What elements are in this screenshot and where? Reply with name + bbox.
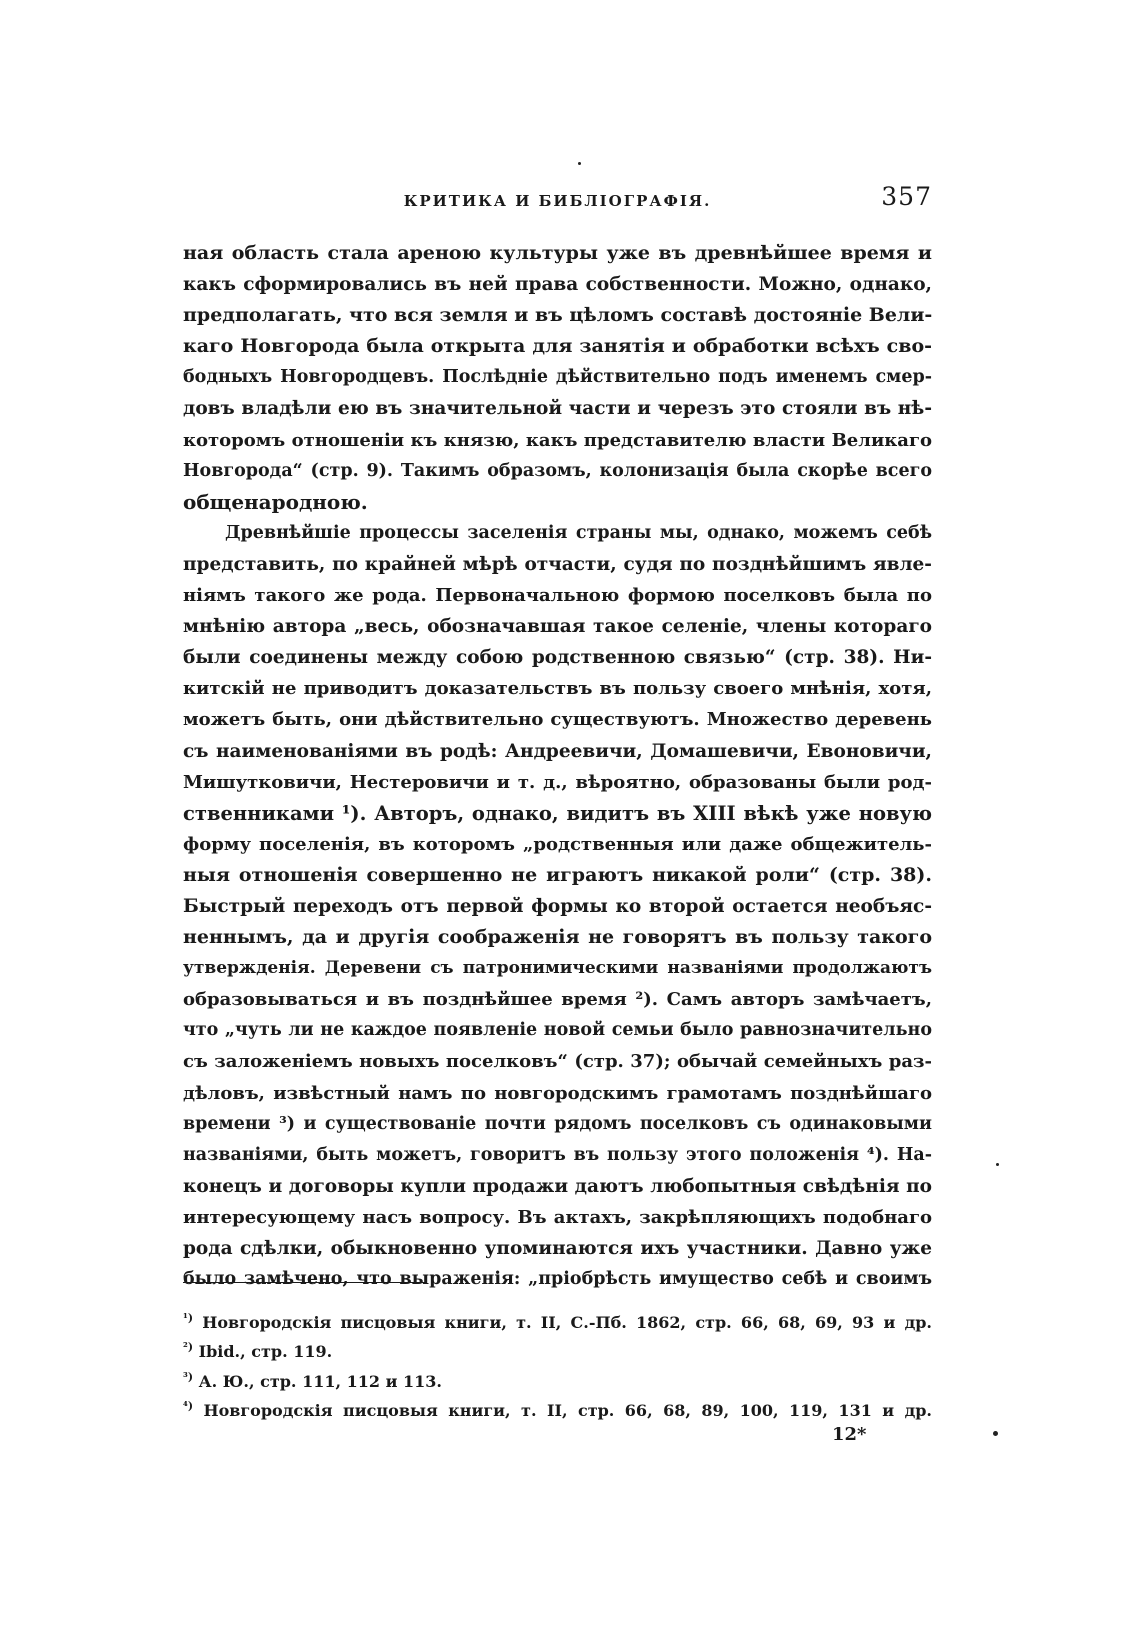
- text-line: общенародною.: [183, 489, 368, 514]
- signature-mark: 12*: [832, 1424, 867, 1445]
- text-line: ная область стала ареною культуры уже въ древнѣйшее время и: [183, 242, 932, 264]
- footnote-text: Новгородскія писцовыя книги, т. II, стр. 66, 68, 89, 100, 119, 131 и др.: [203, 1400, 932, 1420]
- text-line: были соединены между собою родственною связью“ (стр. 38). Ни-: [183, 647, 932, 669]
- text-line: Новгорода“ (стр. 9). Такимъ образомъ, колонизація была скорѣе всего: [183, 460, 932, 481]
- text-line: форму поселенія, въ которомъ „родственныя или даже общежитель-: [183, 833, 932, 855]
- text-line: Мишутковичи, Нестеровичи и т. д., вѣроятно, образованы были род-: [183, 771, 932, 793]
- text-line: что „чуть ли не каждое появленіе новой семьи было равнозначительно: [183, 1020, 932, 1041]
- footnote: [183, 1396, 932, 1425]
- text-line: образовываться и въ позднѣйшее время ²). Самъ авторъ замѣчаетъ,: [183, 989, 932, 1011]
- print-speck: [993, 1431, 998, 1436]
- footnote-text: А. Ю., стр. 111, 112 и 113.: [198, 1371, 442, 1391]
- text-line: съ наименованіями въ родѣ: Андреевичи, Домашевичи, Евоновичи,: [183, 740, 932, 762]
- footnote-marker: ²): [183, 1340, 194, 1354]
- footnote-marker: ⁴): [183, 1399, 194, 1413]
- text-line: Быстрый переходъ отъ первой формы ко второй остается необъяс-: [183, 895, 932, 917]
- body-text: [183, 238, 932, 1295]
- text-line: предполагать, что вся земля и въ цѣломъ составѣ достояніе Вели-: [183, 304, 932, 327]
- paragraph-first-line: Древнѣйшіе процессы заселенія страны мы, однако, можемъ себѣ: [225, 522, 932, 543]
- footnote-marker: ³): [183, 1370, 194, 1384]
- text-line: довъ владѣли ею въ значительной части и черезъ это стояли въ нѣ-: [183, 398, 932, 420]
- footnotes: [183, 1308, 932, 1425]
- text-line: времени ³) и существованіе почти рядомъ поселковъ съ одинаковыми: [183, 1113, 932, 1134]
- footnote-text: Новгородскія писцовыя книги, т. II, С.-Пб. 1862, стр. 66, 68, 69, 93 и др.: [202, 1313, 932, 1332]
- text-line: было замѣчено, что выраженія: „пріобрѣсть имущество себѣ и своимъ: [183, 1269, 932, 1290]
- text-line: китскій не приводитъ доказательствъ въ пользу своего мнѣнія, хотя,: [183, 678, 932, 700]
- footnote-separator: [183, 1282, 425, 1283]
- footnote: [183, 1367, 932, 1396]
- text-line: ственниками ¹). Авторъ, однако, видитъ въ XIII вѣкѣ уже новую: [183, 801, 932, 825]
- footnote-text: Ibid., стр. 119.: [198, 1342, 333, 1362]
- footnote: [183, 1337, 932, 1366]
- footnote: [183, 1308, 932, 1337]
- running-title: КРИТИКА И БИБЛІОГРАФІЯ.: [403, 192, 712, 210]
- text-line: представить, по крайней мѣрѣ отчасти, судя по позднѣйшимъ явле-: [183, 553, 932, 575]
- text-line: мнѣнію автора „весь, обозначавшая такое селеніе, члены котораго: [183, 616, 932, 638]
- text-line: съ заложеніемъ новыхъ поселковъ“ (стр. 37); обычай семейныхъ раз-: [183, 1051, 932, 1073]
- text-line: можетъ быть, они дѣйствительно существуютъ. Множество деревень: [183, 709, 932, 731]
- text-line: конецъ и договоры купли продажи даютъ любопытныя свѣдѣнія по: [183, 1175, 932, 1197]
- text-line: дѣловъ, извѣстный намъ по новгородскимъ грамотамъ позднѣйшаго: [183, 1082, 932, 1104]
- text-line: бодныхъ Новгородцевъ. Послѣдніе дѣйствительно подъ именемъ смер-: [183, 367, 932, 388]
- page-header: [183, 178, 932, 218]
- text-line: которомъ отношеніи къ князю, какъ представителю власти Великаго: [183, 429, 932, 451]
- page-number: 357: [881, 182, 932, 211]
- print-speck: [996, 1163, 999, 1166]
- text-line: неннымъ, да и другія соображенія не говорятъ въ пользу такого: [183, 926, 932, 949]
- text-line: какъ сформировались въ ней права собственности. Можно, однако,: [183, 274, 932, 296]
- text-line: рода сдѣлки, обыкновенно упоминаются ихъ участники. Давно уже: [183, 1238, 932, 1259]
- text-line: утвержденія. Деревени съ патронимическими названіями продолжаютъ: [183, 958, 932, 979]
- print-speck: [578, 162, 581, 165]
- text-line: интересующему насъ вопросу. Въ актахъ, закрѣпляющихъ подобнаго: [183, 1206, 932, 1228]
- text-line: каго Новгорода была открыта для занятія и обработки всѣхъ сво-: [183, 335, 932, 358]
- text-line: ніямъ такого же рода. Первоначальною формою поселковъ была по: [183, 585, 932, 607]
- footnote-marker: ¹): [183, 1311, 194, 1325]
- text-line: названіями, быть можетъ, говоритъ въ пользу этого положенія ⁴). На-: [183, 1144, 932, 1165]
- text-line: ныя отношенія совершенно не играютъ никакой роли“ (стр. 38).: [183, 863, 932, 886]
